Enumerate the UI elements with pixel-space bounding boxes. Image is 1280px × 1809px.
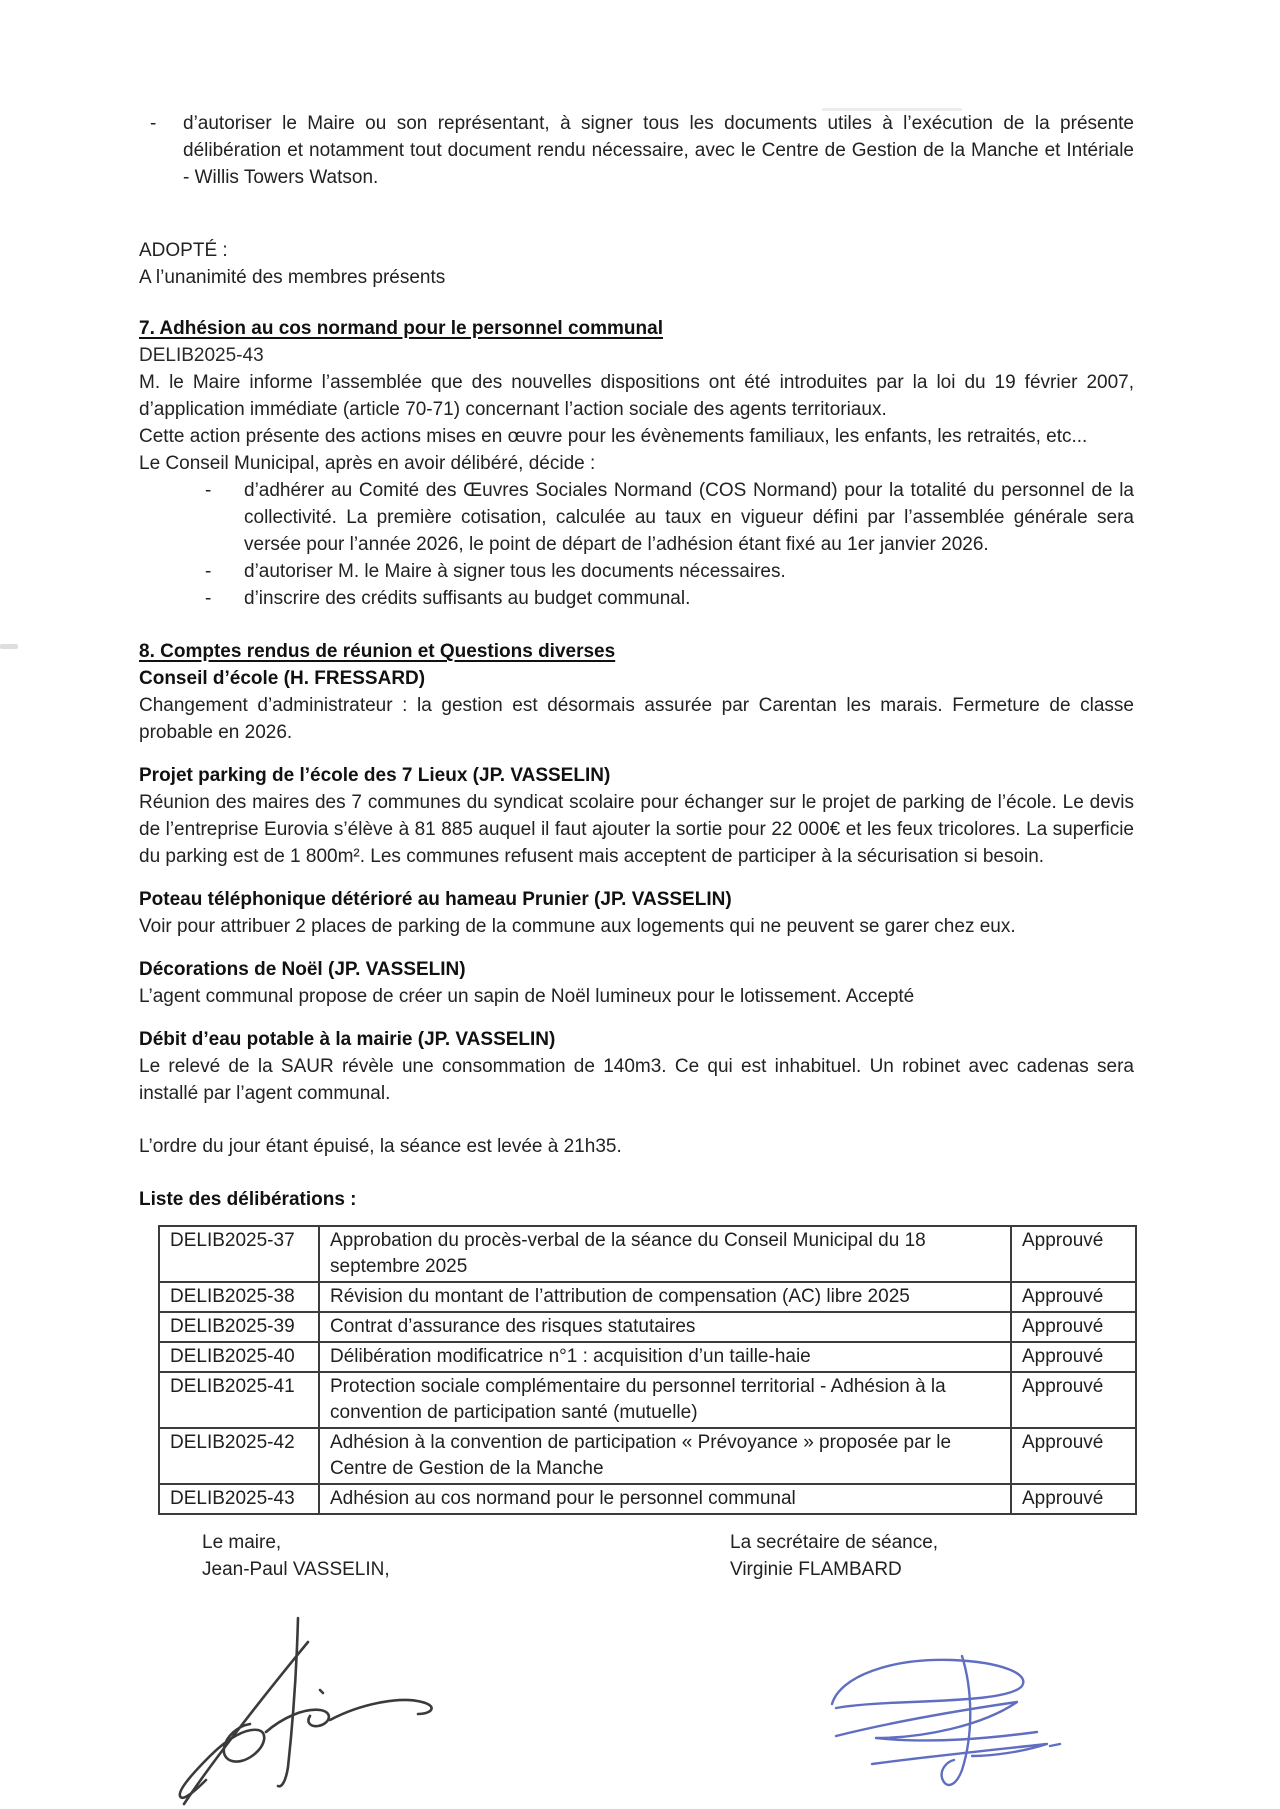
delib-subject-cell: Contrat d’assurance des risques statutaires (319, 1312, 1011, 1342)
bullet-dash: - (205, 561, 212, 582)
delib-subject-cell: Révision du montant de l’attribution de compensation (AC) libre 2025 (319, 1282, 1011, 1312)
delib-status-cell: Approuvé (1011, 1226, 1136, 1282)
adopted-label: ADOPTÉ : (139, 240, 228, 261)
secretary-role: La secrétaire de séance, (730, 1532, 939, 1553)
delib-status-cell: Approuvé (1011, 1342, 1136, 1372)
question-item (139, 956, 1134, 1010)
delib-ref-cell: DELIB2025-37 (159, 1226, 319, 1282)
secretary-name: Virginie FLAMBARD (730, 1559, 902, 1580)
delib-status-cell: Approuvé (1011, 1372, 1136, 1428)
item-body: L’agent communal propose de créer un sapin de Noël lumineux pour le lotissement. Accepté (139, 986, 915, 1007)
table-row (159, 1372, 1136, 1428)
mayor-signature (170, 1612, 460, 1809)
delib-subject-cell: Adhésion au cos normand pour le personnel communal (319, 1484, 1011, 1514)
delib-subject-cell: Protection sociale complémentaire du personnel territorial - Adhésion à la convention de participation santé (mutuelle) (319, 1372, 1011, 1428)
delib-status-cell: Approuvé (1011, 1282, 1136, 1312)
scan-artifact (822, 108, 962, 111)
signature-block (139, 1529, 1134, 1583)
resolution-bullet (139, 110, 1134, 191)
bullet-text: d’adhérer au Comité des Œuvres Sociales Normand (COS Normand) pour la totalité du personnel de la collectivité. La première cotisation, calculée au taux en vigueur défini par l’assemblée générale sera versée pour l’année 2026, le point de départ de l’adhésion étant fixé au 1er janvier 2026. (244, 480, 1134, 555)
secretary-signature-block (730, 1529, 1060, 1583)
decision-bullet (139, 558, 1134, 585)
bullet-dash: - (205, 588, 212, 609)
delib-ref-cell: DELIB2025-43 (159, 1484, 319, 1514)
item-heading: Décorations de Noël (JP. VASSELIN) (139, 959, 466, 980)
mayor-name: Jean-Paul VASSELIN, (202, 1559, 390, 1580)
delib-subject-cell: Adhésion à la convention de participation « Prévoyance » proposée par le Centre de Gestion de la Manche (319, 1428, 1011, 1484)
delib-ref-cell: DELIB2025-39 (159, 1312, 319, 1342)
table-row (159, 1226, 1136, 1282)
delib-status-cell: Approuvé (1011, 1428, 1136, 1484)
item-heading: Poteau téléphonique détérioré au hameau Prunier (JP. VASSELIN) (139, 889, 732, 910)
item-body: Réunion des maires des 7 communes du syndicat scolaire pour échanger sur le projet de parking de l’école. Le devis de l’entreprise Eurovia s’élève à 81 885 auquel il faut ajouter la sortie pour 22 000€ et les feux tricolores. La superficie du parking est de 1 800m². Les communes refusent mais acceptent de participer à la sécurisation si besoin. (139, 792, 1134, 867)
question-item (139, 1026, 1134, 1107)
delib-ref-cell: DELIB2025-42 (159, 1428, 319, 1484)
paragraph: M. le Maire informe l’assemblée que des nouvelles dispositions ont été introduites par la loi du 19 février 2007, d’application immédiate (article 70-71) concernant l’action sociale des agents territoriaux. (139, 372, 1134, 420)
delib-subject-cell: Délibération modificatrice n°1 : acquisition d’un taille-haie (319, 1342, 1011, 1372)
table-row (159, 1312, 1136, 1342)
delib-reference: DELIB2025-43 (139, 345, 264, 366)
delib-ref-cell: DELIB2025-41 (159, 1372, 319, 1428)
decision-bullet (139, 585, 1134, 612)
delib-ref-cell: DELIB2025-38 (159, 1282, 319, 1312)
bullet-text: d’autoriser M. le Maire à signer tous les documents nécessaires. (244, 561, 786, 582)
adopted-block (139, 237, 1134, 291)
decision-bullet (139, 477, 1134, 558)
section7-title: 7. Adhésion au cos normand pour le personnel communal (139, 318, 663, 339)
question-item (139, 886, 1134, 940)
bullet-dash: - (205, 480, 212, 501)
decision-intro: Le Conseil Municipal, après en avoir délibéré, décide : (139, 453, 596, 474)
question-item (139, 665, 1134, 746)
closing-line: L’ordre du jour étant épuisé, la séance est levée à 21h35. (139, 1136, 622, 1157)
table-row (159, 1428, 1136, 1484)
mayor-role: Le maire, (202, 1532, 282, 1553)
delib-subject-cell: Approbation du procès-verbal de la séance du Conseil Municipal du 18 septembre 2025 (319, 1226, 1011, 1282)
item-body: Changement d’administrateur : la gestion est désormais assurée par Carentan les marais. Fermeture de classe probable en 2026. (139, 695, 1134, 743)
bullet-dash: - (150, 113, 157, 134)
item-heading: Conseil d’école (H. FRESSARD) (139, 668, 426, 689)
section8-title: 8. Comptes rendus de réunion et Questions diverses (139, 641, 616, 662)
item-body: Le relevé de la SAUR révèle une consommation de 140m3. Ce qui est inhabituel. Un robinet avec cadenas sera installé par l’agent communal. (139, 1056, 1134, 1104)
item-body: Voir pour attribuer 2 places de parking de la commune aux logements qui ne peuvent se garer chez eux. (139, 916, 1016, 937)
item-heading: Projet parking de l’école des 7 Lieux (JP. VASSELIN) (139, 765, 611, 786)
deliberations-title: Liste des délibérations : (139, 1189, 357, 1210)
adopted-detail: A l’unanimité des membres présents (139, 267, 446, 288)
question-item (139, 762, 1134, 870)
table-row (159, 1342, 1136, 1372)
table-row (159, 1282, 1136, 1312)
secretary-signature (812, 1652, 1082, 1797)
scan-artifact (0, 644, 18, 649)
bullet-text: d’inscrire des crédits suffisants au budget communal. (244, 588, 691, 609)
delib-ref-cell: DELIB2025-40 (159, 1342, 319, 1372)
table-row (159, 1484, 1136, 1514)
mayor-signature-block (202, 1529, 502, 1583)
paragraph: Cette action présente des actions mises en œuvre pour les évènements familiaux, les enfants, les retraités, etc... (139, 426, 1088, 447)
item-heading: Débit d’eau potable à la mairie (JP. VASSELIN) (139, 1029, 556, 1050)
bullet-text: d’autoriser le Maire ou son représentant, à signer tous les documents utiles à l’exécution de la présente délibération et notamment tout document rendu nécessaire, avec le Centre de Gestion de la Manche et Intériale - Willis Towers Watson. (183, 113, 1134, 188)
delib-status-cell: Approuvé (1011, 1312, 1136, 1342)
delib-status-cell: Approuvé (1011, 1484, 1136, 1514)
deliberations-table (158, 1225, 1137, 1515)
